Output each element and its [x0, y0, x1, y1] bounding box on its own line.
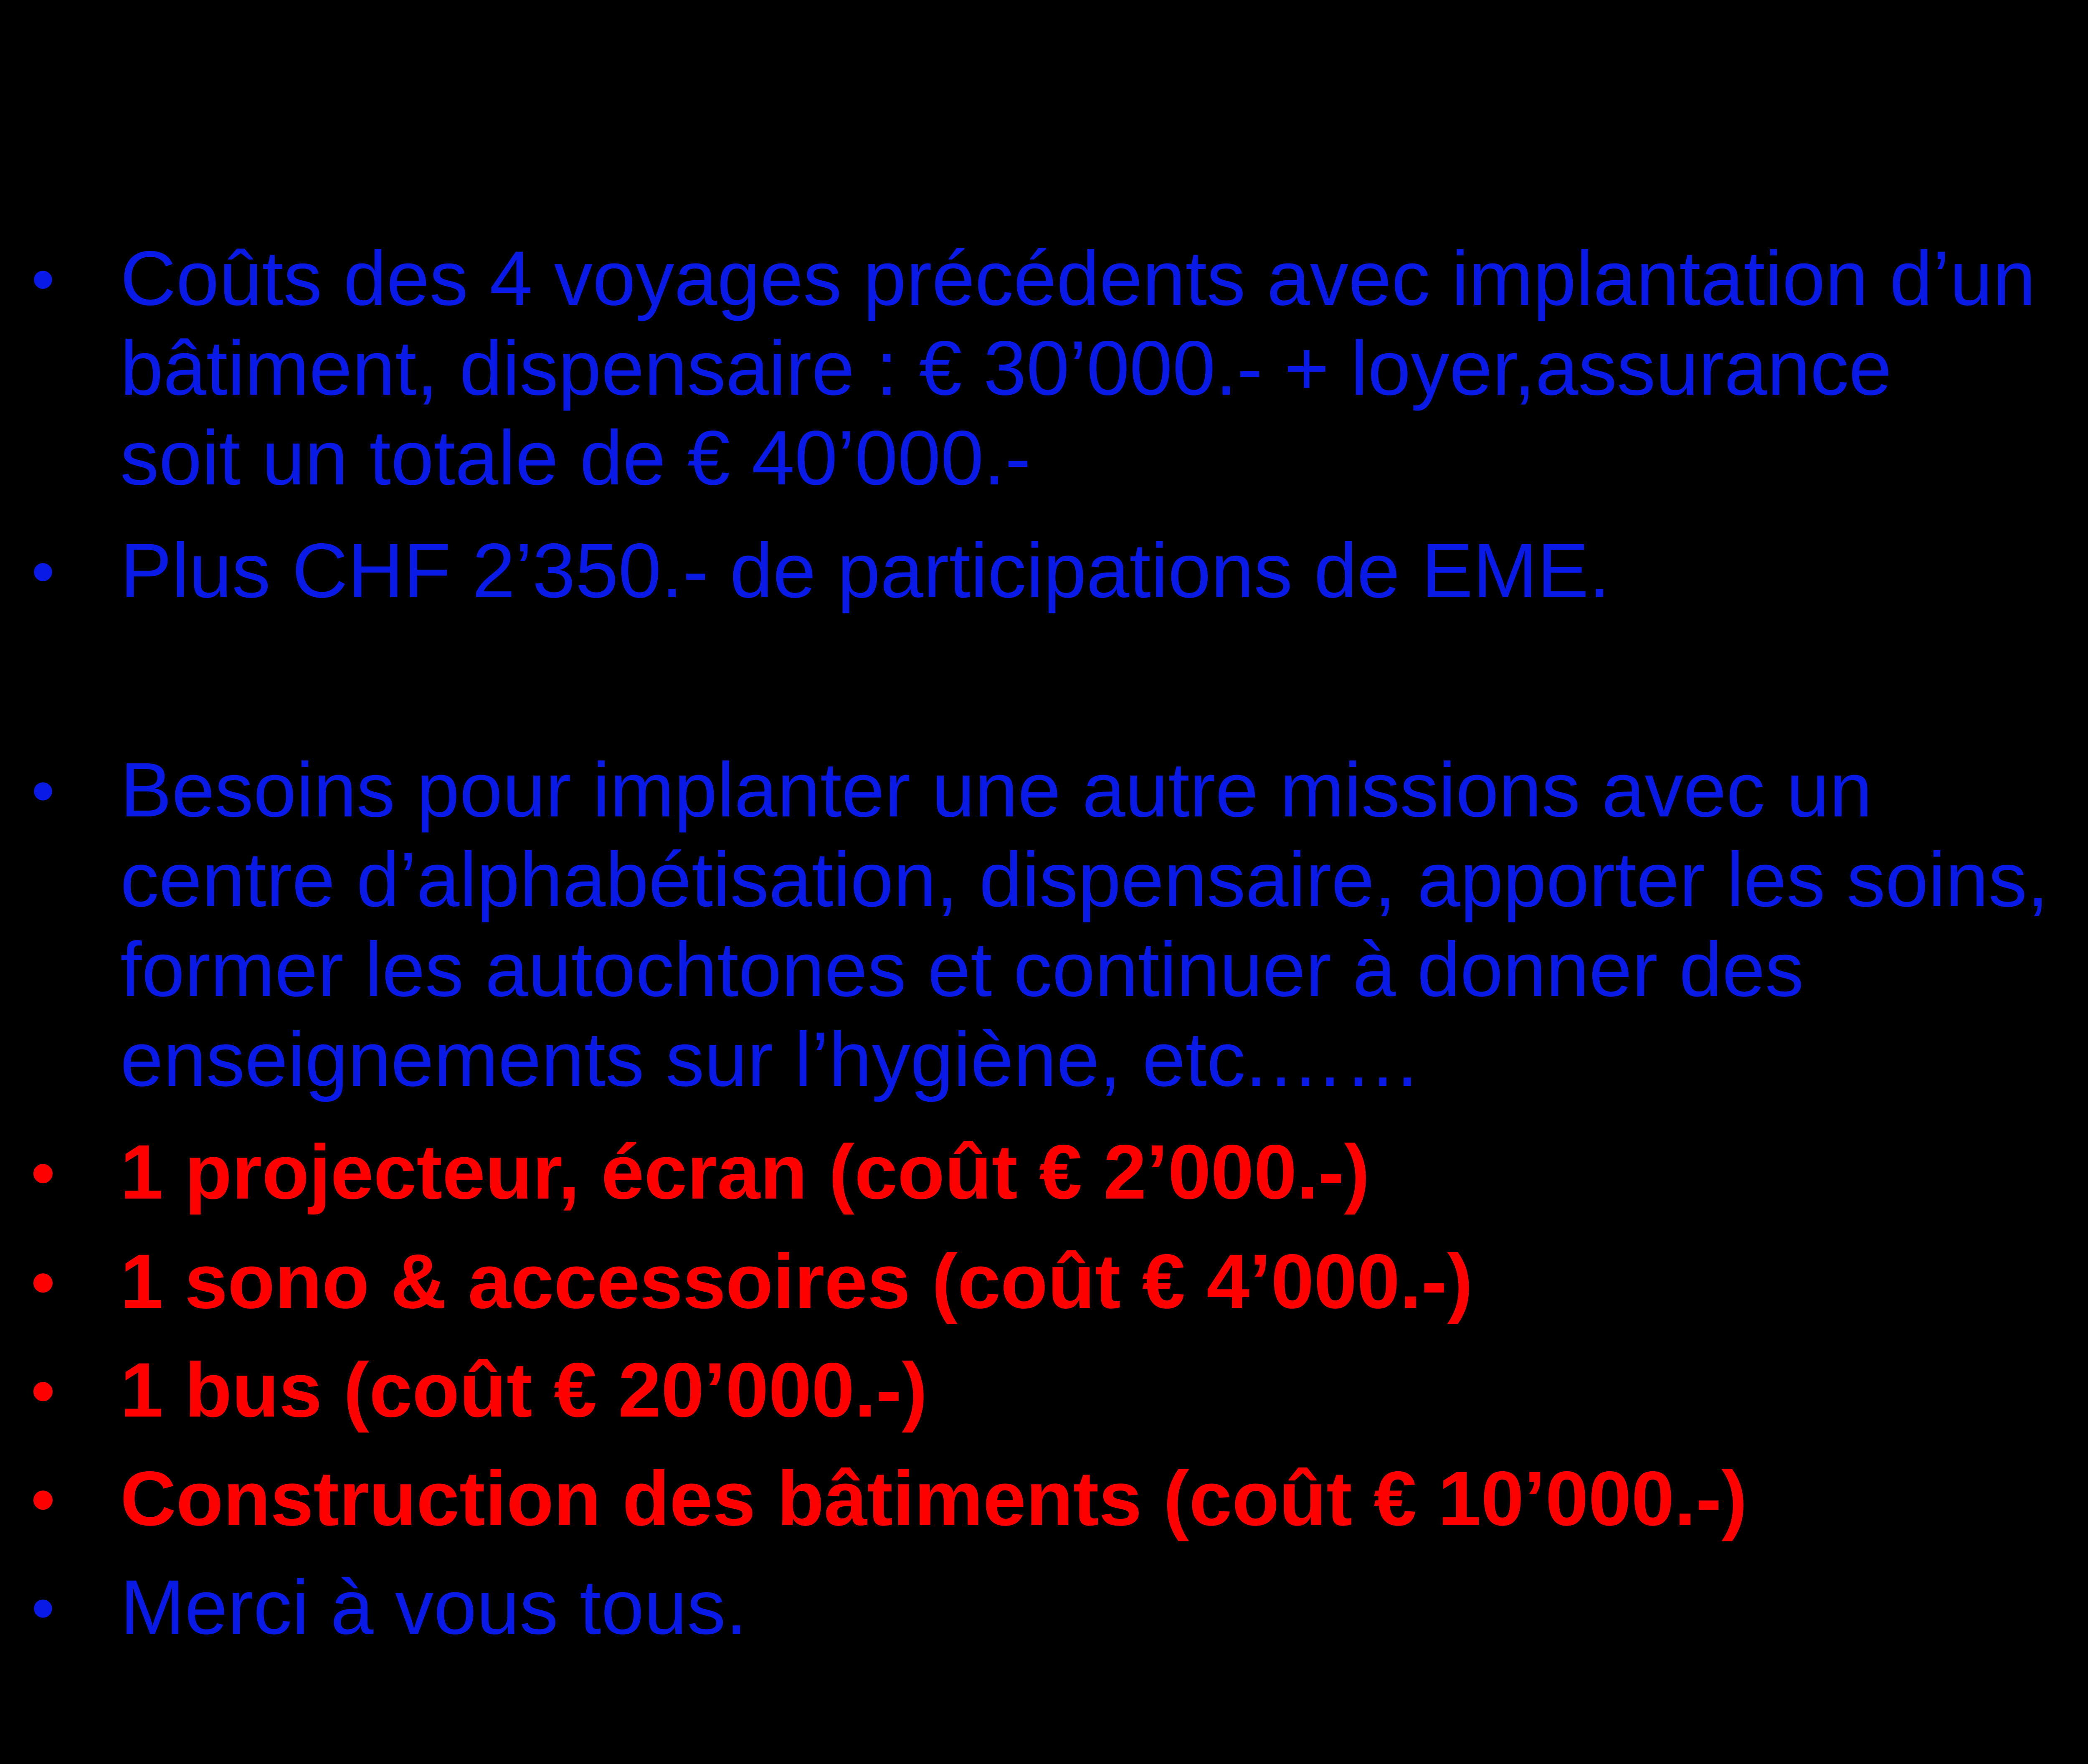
- bullet-icon: •: [31, 534, 55, 608]
- bullet-icon: •: [31, 1135, 55, 1210]
- bullet-icon: •: [31, 1353, 55, 1428]
- list-item-text: Plus CHF 2’350.- de participations de EME.: [120, 528, 1611, 614]
- bullet-icon: •: [31, 1570, 55, 1645]
- list-item-text: Coûts des 4 voyages précédents avec implantation d’un bâtiment, dispensaire : € 30’000.- + loyer,assurance soit un totale de € 40’000.-: [120, 236, 2036, 501]
- list-item-text: 1 projecteur, écran (coût € 2’000.-): [120, 1129, 1370, 1215]
- list-item-text: Construction des bâtiments (coût € 10’000.-): [120, 1456, 1748, 1542]
- list-item-text: Besoins pour implanter une autre missions avec un centre d’alphabétisation, dispensaire, apporter les soins, former les autochtones et continuer à donner des enseignements sur l’hygiène, etc.……: [120, 747, 2049, 1102]
- list-item-text: Merci à vous tous.: [120, 1564, 748, 1650]
- bullet-icon: •: [31, 1462, 55, 1536]
- list-item-text: 1 sono & accessoires (coût € 4’000.-): [120, 1239, 1473, 1325]
- list-item-text: 1 bus (coût € 20’000.-): [120, 1347, 927, 1433]
- bullet-icon: •: [31, 753, 55, 828]
- bullet-icon: •: [31, 241, 55, 316]
- bullet-icon: •: [31, 1244, 55, 1319]
